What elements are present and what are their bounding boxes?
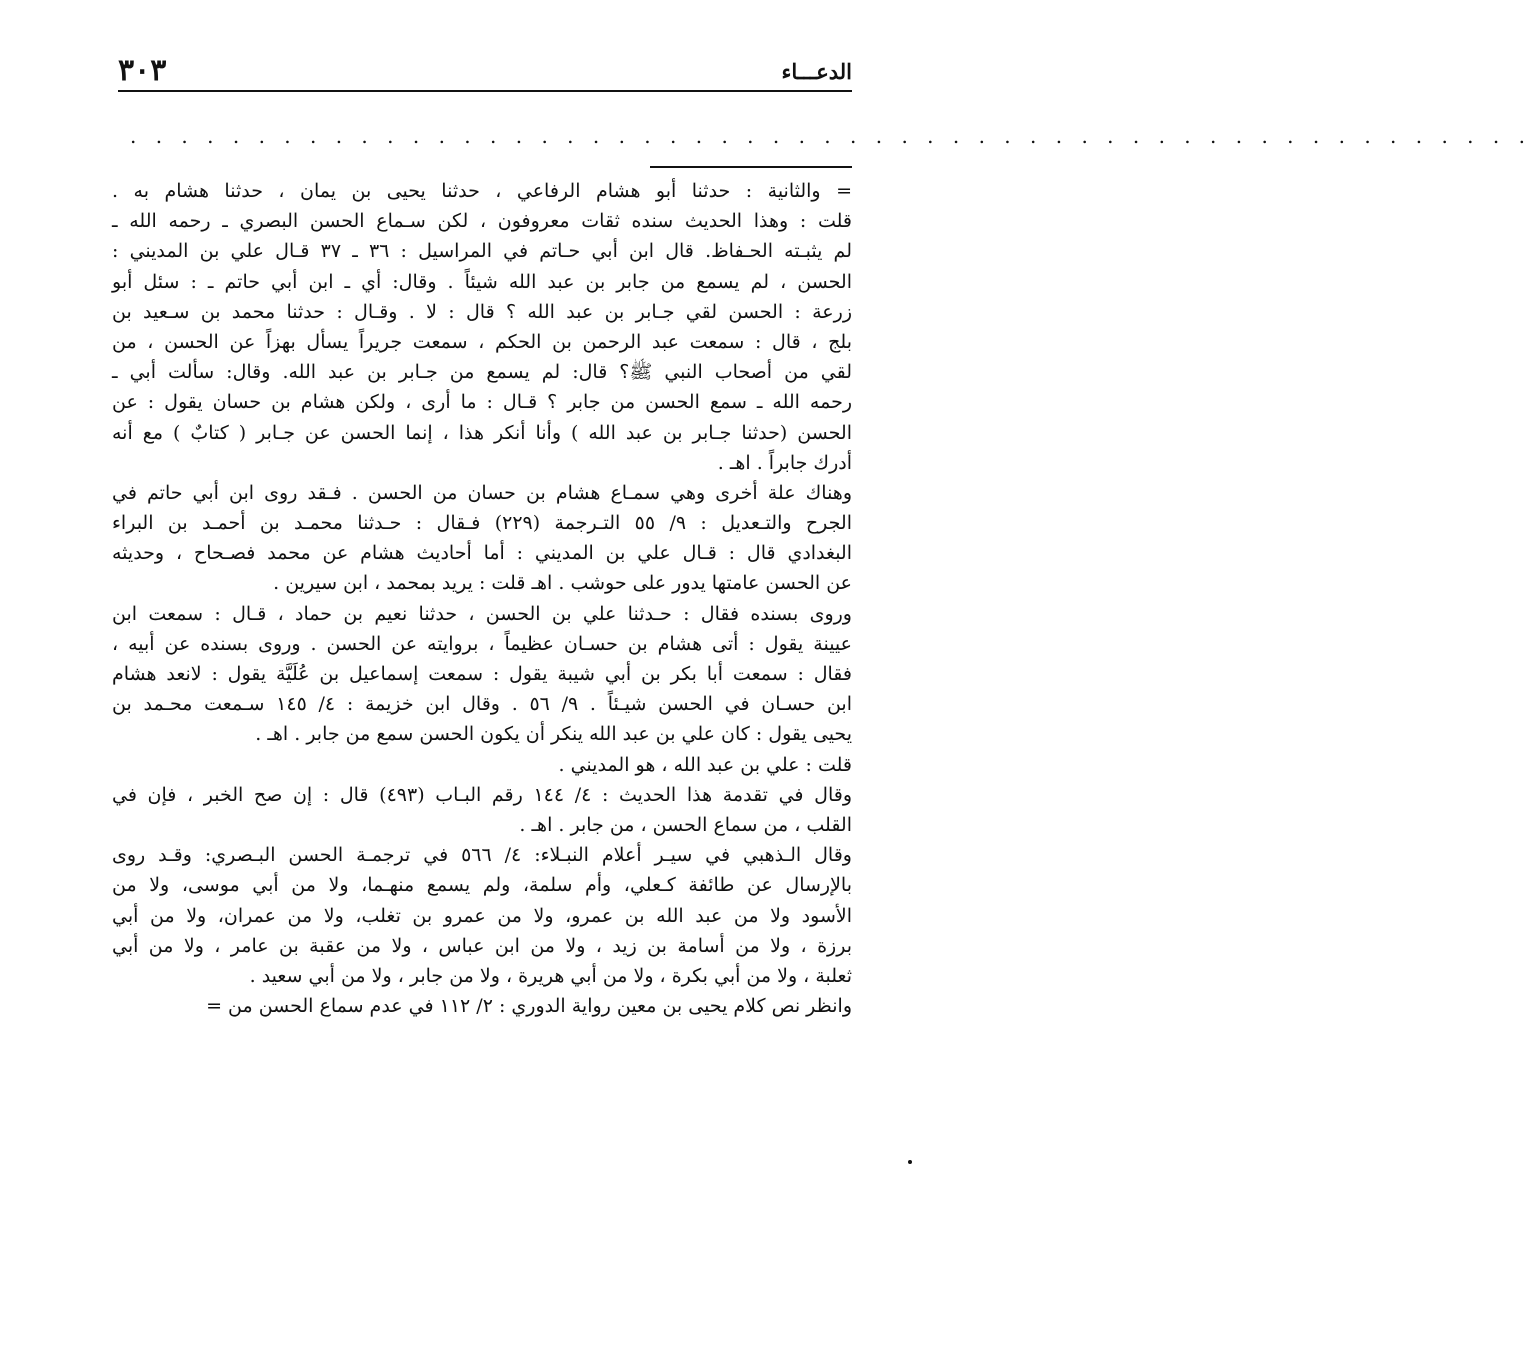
footnote-line: البغدادي قال : قـال علي بن المديني : أما أحاديث هشام عن محمد فصـحاح ، وحديثه xyxy=(112,542,853,565)
footnote-line: وانظر نص كلام يحيى بن معين رواية الدوري : ٢/ ١١٢ في عدم سماع الحسن من = xyxy=(206,995,852,1018)
page-header xyxy=(118,46,852,92)
footnote-line: قلت : وهذا الحديث سنده ثقات معروفون ، لكن سـماع الحسن البصري ـ رحمه الله ـ xyxy=(112,210,852,233)
footnote-line: فقال : سمعت أبا بكر بن أبي شيبة يقول : سمعت إسماعيل بن عُلَيَّة يقول : لانعد هشام xyxy=(112,663,852,685)
footnote-line: عيينة يقول : أتى هشام بن حسـان عظيماً ، بروايته عن الحسن . وروى بسنده عن أبيه ، xyxy=(112,632,852,655)
footnote-line: ابن حسـان في الحسن شيـئاً . ٩/ ٥٦ . وقال ابن خزيمة : ٤/ ١٤٥ سـمعت محـمد بن xyxy=(112,693,852,716)
footnote-line: القلب ، من سماع الحسن ، من جابر . اهـ . xyxy=(519,813,852,836)
page-number: ٣٠٣ xyxy=(118,53,167,88)
footnote-line: يحيى يقول : كان علي بن عبد الله ينكر أن يكون الحسن سمع من جابر . اهـ . xyxy=(255,723,852,746)
footnote-line: الحسن ، لم يسمع من جابر بن عبد الله شيئاً . وقال: أي ـ ابن أبي حاتم ـ : سئل أبو xyxy=(112,270,852,293)
footnote-line: قلت : علي بن عبد الله ، هو المديني . xyxy=(558,753,852,776)
footnote-line: وروى بسنده فقال : حـدثنا علي بن الحسن ، حدثنا نعيم بن حماد ، قـال : سمعت ابن xyxy=(112,602,852,625)
footnote-line: ثعلبة ، ولا من أبي بكرة ، ولا من أبي هريرة ، ولا من جابر ، ولا من أبي سعيد . xyxy=(249,964,852,987)
footnote-line: بالإرسال عن طائفة كـعلي، وأم سلمة، ولم يسمع منهـما، ولا من أبي موسى، ولا من xyxy=(112,874,852,897)
footnote-line: = والثانية : حدثنا أبو هشام الرفاعي ، حدثنا يحيى بن يمان ، حدثنا هشام به . xyxy=(112,180,852,202)
footnote-line: وقال في تقدمة هذا الحديث : ٤/ ١٤٤ رقم البـاب (٤٩٣) قال : إن صح الخبر ، فإن في xyxy=(112,783,852,806)
footnote-line: أدرك جابراً . اهـ . xyxy=(717,451,852,474)
omission-dots: . . . . . . . . . . . . . . . . . . . . . . . . . . . . . . . . . . . . . . . . . . . . . . . . . . . . . . . xyxy=(130,124,1531,148)
margin-dot xyxy=(908,1160,912,1164)
footnote-line: وهناك علة أخرى وهي سمـاع هشام بن حسان من الحسن . فـقد روى ابن أبي حاتم في xyxy=(112,481,852,504)
footnote-line: لم يثبـته الحـفاظ. قال ابن أبي حـاتم في المراسيل : ٣٦ ـ ٣٧ قـال علي بن المديني : xyxy=(112,240,852,263)
footnote-line: الحسن (حدثنا جـابر بن عبد الله ) وأنا أنكر هذا ، إنما الحسن عن جـابر ( كتابٌ ) مع أنه xyxy=(112,421,852,444)
footnote-line: لقي من أصحاب النبي ﷺ؟ قال: لم يسمع من جـابر بن عبد الله. وقال: سألت أبي ـ xyxy=(112,361,852,384)
footnote-line: برزة ، ولا من أسامة بن زيد ، ولا من ابن عباس ، ولا من عقبة بن عامر ، ولا من أبي xyxy=(112,934,852,957)
footnote-line: رحمه الله ـ سمع الحسن من جابر ؟ قـال : ما أرى ، ولكن هشام بن حسان يقول : عن xyxy=(112,391,852,414)
footnote-separator-rule xyxy=(650,166,852,168)
footnote-line: الأسود ولا من عبد الله بن عمرو، ولا من عمرو بن تغلب، ولا من عمران، ولا من أبي xyxy=(112,904,852,927)
footnote-line: الجرح والتـعديل : ٩/ ٥٥ التـرجمة (٢٢٩) فـقال : حـدثنا محمـد بن أحمـد بن البراء xyxy=(112,512,852,535)
footnote-line: بلج ، قال : سمعت عبد الرحمن بن الحكم ، سمعت جريراً يسأل بهزاً عن الحسن ، من xyxy=(112,330,852,353)
footnote-block xyxy=(112,176,852,1021)
footnote-line: زرعة : الحسن لقي جـابر بن عبد الله ؟ قال : لا . وقـال : حدثنا محمد بن سـعيد بن xyxy=(112,300,852,323)
running-title: الدعـــاء xyxy=(781,59,852,84)
footnote-line: وقال الـذهبي في سيـر أعلام النبـلاء: ٤/ ٥٦٦ في ترجمـة الحسن البـصري: وقـد روى xyxy=(112,844,852,867)
footnote-line: عن الحسن عامتها يدور على حوشب . اهـ قلت : يريد بمحمد ، ابن سيرين . xyxy=(273,572,852,595)
